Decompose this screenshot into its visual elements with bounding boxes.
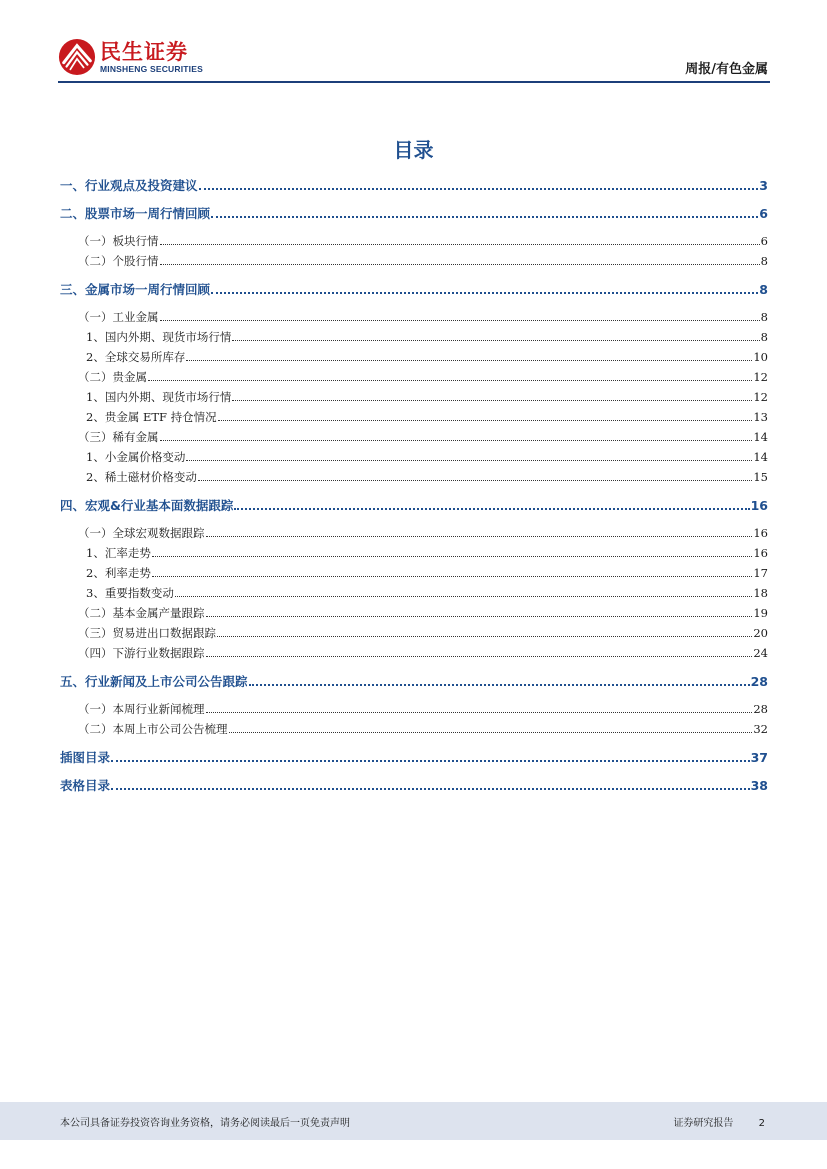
toc-entry-page: 8 xyxy=(760,310,768,324)
toc-dot-leader xyxy=(229,720,753,733)
toc-entry[interactable] xyxy=(60,496,768,516)
toc-dot-leader xyxy=(186,448,752,461)
toc-dot-leader xyxy=(152,544,753,557)
toc-dot-leader xyxy=(199,176,759,190)
toc-dot-leader xyxy=(232,388,752,401)
toc-entry-label: （三）稀有金属 xyxy=(78,430,159,444)
toc-entry[interactable] xyxy=(60,408,768,428)
disclaimer-text: 本公司具备证券投资咨询业务资格，请务必阅读最后一页免责声明 xyxy=(60,1118,350,1129)
toc-entry-label: 1、国内外期、现货市场行情 xyxy=(86,330,232,344)
toc-dot-leader xyxy=(160,428,753,441)
toc-entry[interactable] xyxy=(60,468,768,488)
toc-entry-label: （二）本周上市公司公告梳理 xyxy=(78,722,228,736)
toc-entry-page: 28 xyxy=(753,702,768,716)
toc-entry[interactable] xyxy=(60,328,768,348)
toc-entry[interactable] xyxy=(60,348,768,368)
toc-dot-leader xyxy=(175,584,753,597)
toc-entry-label: 三、金属市场一周行情回顾 xyxy=(60,282,211,297)
toc-entry-page: 14 xyxy=(753,430,768,444)
toc-entry[interactable] xyxy=(60,544,768,564)
toc-entry[interactable] xyxy=(60,748,768,768)
toc-entry-page: 24 xyxy=(753,646,768,660)
toc-entry-page: 8 xyxy=(760,254,768,268)
footer-meta xyxy=(673,1114,765,1129)
toc-entry-label: （三）贸易进出口数据跟踪 xyxy=(78,626,216,640)
toc-entry-label: （四）下游行业数据跟踪 xyxy=(78,646,205,660)
toc-entry-label: 插图目录 xyxy=(60,750,111,765)
toc-entry[interactable] xyxy=(60,524,768,544)
toc-dot-leader xyxy=(111,748,750,762)
toc-entry[interactable] xyxy=(60,700,768,720)
toc-entry-page: 17 xyxy=(753,566,768,580)
toc-entry-page: 8 xyxy=(759,282,768,297)
toc-entry-label: 2、贵金属 ETF 持仓情况 xyxy=(86,410,217,424)
toc-entry-label: 一、行业观点及投资建议 xyxy=(60,178,198,193)
logo-chinese-name: 民生证券 xyxy=(100,40,188,64)
toc-entry[interactable] xyxy=(60,428,768,448)
toc-dot-leader xyxy=(232,328,759,341)
toc-dot-leader xyxy=(211,280,758,294)
toc-entry-page: 20 xyxy=(753,626,768,640)
toc-entry[interactable] xyxy=(60,624,768,644)
toc-entry-page: 16 xyxy=(750,498,768,513)
toc-entry[interactable] xyxy=(60,176,768,196)
toc-dot-leader xyxy=(160,252,760,265)
toc-entry[interactable] xyxy=(60,388,768,408)
toc-entry[interactable] xyxy=(60,672,768,692)
toc-entry-page: 28 xyxy=(750,674,768,689)
toc-entry[interactable] xyxy=(60,368,768,388)
toc-entry-page: 3 xyxy=(759,178,768,193)
page-header xyxy=(58,36,770,82)
toc-entry-page: 13 xyxy=(753,410,768,424)
toc-entry[interactable] xyxy=(60,308,768,328)
toc-entry[interactable] xyxy=(60,232,768,252)
toc-entry-label: 五、行业新闻及上市公司公告跟踪 xyxy=(60,674,248,689)
toc-entry-page: 6 xyxy=(760,234,768,248)
toc-entry[interactable] xyxy=(60,604,768,624)
toc-entry[interactable] xyxy=(60,280,768,300)
toc-dot-leader xyxy=(198,468,753,481)
toc-entry-label: 2、全球交易所库存 xyxy=(86,350,186,364)
toc-entry-label: （一）全球宏观数据跟踪 xyxy=(78,526,205,540)
header-divider xyxy=(58,81,770,83)
page-number: 2 xyxy=(758,1118,765,1129)
toc-entry-label: （一）板块行情 xyxy=(78,234,159,248)
toc-dot-leader xyxy=(249,672,750,686)
toc-entry-label: 二、股票市场一周行情回顾 xyxy=(60,206,211,221)
toc-entry-page: 15 xyxy=(753,470,768,484)
toc-entry-label: （二）基本金属产量跟踪 xyxy=(78,606,205,620)
toc-dot-leader xyxy=(218,408,753,421)
toc-title: 目录 xyxy=(393,138,434,162)
toc-dot-leader xyxy=(148,368,752,381)
toc-entry-page: 16 xyxy=(753,526,768,540)
toc-dot-leader xyxy=(206,700,753,713)
toc-entry-label: （二）个股行情 xyxy=(78,254,159,268)
toc-entry[interactable] xyxy=(60,252,768,272)
toc-dot-leader xyxy=(152,564,753,577)
page-footer xyxy=(0,1102,827,1140)
toc-entry-page: 12 xyxy=(753,390,768,404)
company-logo xyxy=(58,38,203,76)
toc-entry[interactable] xyxy=(60,776,768,796)
toc-entry[interactable] xyxy=(60,448,768,468)
toc-entry-label: （二）贵金属 xyxy=(78,370,147,384)
toc-dot-leader xyxy=(206,644,753,657)
toc-entry-page: 10 xyxy=(753,350,768,364)
toc-dot-leader xyxy=(206,604,753,617)
logo-english-name: MINSHENG SECURITIES xyxy=(100,64,203,74)
toc-entry-label: 表格目录 xyxy=(60,778,111,793)
toc-entry-label: 1、汇率走势 xyxy=(86,546,151,560)
toc-entry[interactable] xyxy=(60,644,768,664)
report-type: 周报/有色金属 xyxy=(685,62,768,77)
toc-entry[interactable] xyxy=(60,720,768,740)
doc-type-label: 证券研究报告 xyxy=(673,1118,734,1129)
toc-entry-label: 四、宏观&行业基本面数据跟踪 xyxy=(60,498,234,513)
toc-entry-page: 19 xyxy=(753,606,768,620)
toc-dot-leader xyxy=(160,232,760,245)
toc-entry-page: 12 xyxy=(753,370,768,384)
toc-dot-leader xyxy=(111,776,750,790)
toc-entry-label: 1、小金属价格变动 xyxy=(86,450,186,464)
toc-entry-label: 3、重要指数变动 xyxy=(86,586,174,600)
toc-entry-page: 18 xyxy=(753,586,768,600)
toc-dot-leader xyxy=(211,204,758,218)
toc-entry-label: （一）工业金属 xyxy=(78,310,159,324)
toc-entry-label: 2、利率走势 xyxy=(86,566,151,580)
toc-entry-label: 1、国内外期、现货市场行情 xyxy=(86,390,232,404)
toc-entry[interactable] xyxy=(60,584,768,604)
toc-entry-page: 16 xyxy=(753,546,768,560)
minsheng-logo-icon xyxy=(58,38,96,76)
toc-entry[interactable] xyxy=(60,564,768,584)
toc-dot-leader xyxy=(234,496,749,510)
toc-dot-leader xyxy=(217,624,752,637)
toc-entry-page: 38 xyxy=(750,778,768,793)
toc-dot-leader xyxy=(206,524,753,537)
toc-entry-page: 14 xyxy=(753,450,768,464)
toc-entry-label: （一）本周行业新闻梳理 xyxy=(78,702,205,716)
toc-entry-page: 8 xyxy=(760,330,768,344)
toc-entry-page: 32 xyxy=(753,722,768,736)
toc-dot-leader xyxy=(160,308,760,321)
toc-entry-label: 2、稀土磁材价格变动 xyxy=(86,470,197,484)
toc-entry-page: 6 xyxy=(759,206,768,221)
toc-dot-leader xyxy=(186,348,752,361)
toc-entry-page: 37 xyxy=(750,750,768,765)
toc-entry[interactable] xyxy=(60,204,768,224)
